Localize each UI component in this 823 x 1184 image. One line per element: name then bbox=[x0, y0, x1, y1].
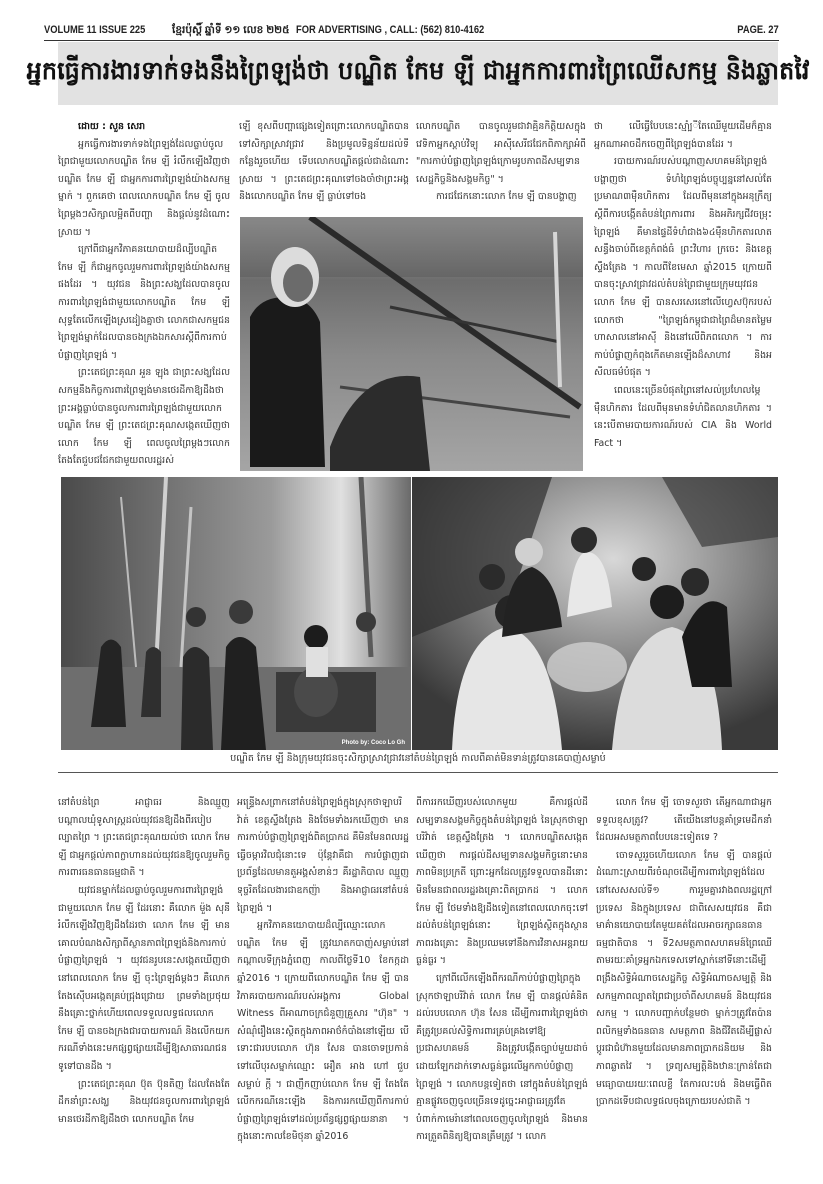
paragraph: អ្នកធ្វើការងារទាក់ទងព្រៃឡង់ដែលធ្លាប់ចូលព្រៃជាមួយលោកបណ្ឌិត កែម ឡី រំលឹកឡើងវិញថា បណ្ឌិត កែម ឡី ជាអ្នកការពារព្រៃឡង់យ៉ាងសកម្មម្នាក់ ។ ពួកគេថា ពេលលោកបណ្ឌិត កែម ឡី ចូលព្រៃម្តងៗសិក្សាលម្អិតពីបញ្ហា និងផ្តល់នូវដំណោះស្រាយ ។ bbox=[58, 138, 230, 238]
paragraph: ឡើ ខុសពីបញ្ហាផ្សេងទៀតព្រោះលោកបណ្ឌិតបានទៅសិក្សាស្រាវជ្រាវ និងប្រមូលទិន្នន័យដល់ទីកន្លែងរួចហើយ ទើបលោកបណ្ឌិតផ្តល់ជាដំណោះស្រាយ ។ ព្រះតេជព្រះគុណទៅចងចាំថាព្រះអង្គនិងលោកបណ្ឌិត កែម ឡី ធ្លាប់ទៅចង bbox=[239, 121, 409, 203]
page-number: PAGE. 27 bbox=[737, 24, 779, 36]
paragraph: ការជជែកនោះលោក កែម ឡី បានបង្ហាញ bbox=[436, 191, 577, 203]
paragraph: ព្រះតេជព្រះគុណ អួន ឡុង ជាព្រះសង្ឃដែលសកម្មនឹងកិច្ចការពារព្រៃឡង់មានថេរដីកាឱ្យដឹងថា ព្រះអង្គធ្លាប់បានចូលការពារព្រៃឡង់ជាមួយលោកបណ្ឌិត កែម ឡី ព្រះតេជព្រះគុណសង្កេតឃើញថា លោក កែម ឡី ពេលចូលព្រៃម្តងៗលោកតែងតែជួបជជែកជាមួយពលរដ្ឋរស់ bbox=[58, 367, 230, 467]
paragraph: អន្រ្ទើងសព្រាកនៅតំបន់ព្រៃឡង់ក្នុងស្រុកថាឡាបរិវ៉ាត់ ខេត្តស្ទឹងត្រែង និងថែមទាំងរកឃើញថា មានការកាប់បំផ្លាញព្រៃឡង់ពិតប្រាកដ គឺមិនមែនពលរដ្ឋធ្វើចម្ការវិលជុំនោះទេ ប៉ុន្តែវាគឺជា ការបំផ្លាញជាប្រព័ន្ធដែលមានតួអង្គសំខាន់ៗ គឺរដ្ឋាភិបាល ឈ្មួញទុច្ចរិតដែលងារជាឧកញ៉ា និងអាជ្ញាធរនៅតំបន់ព្រៃឡង់ ។ bbox=[237, 797, 409, 914]
column-top-3 bbox=[416, 118, 586, 214]
paragraph: ព្រះតេជព្រះគុណ ប៊ុត ប៊ុនតិញ ដែលតែងតែដឹកនាំព្រះសង្ឃ និងយុវជនចូលការពារព្រៃឡង់មានថេរដីកាឱ្យដឹងថា លោកបណ្ឌិត កែម bbox=[58, 1078, 230, 1125]
photo-clearcut-forest bbox=[240, 217, 583, 471]
column-bottom-3 bbox=[416, 794, 588, 1149]
column-bottom-2 bbox=[237, 794, 409, 1149]
column-bottom-1 bbox=[58, 794, 230, 1149]
masthead bbox=[44, 22, 779, 41]
advertising-contact: FOR ADVERTISING , CALL: (562) 810-4162 bbox=[296, 24, 485, 36]
headline-band bbox=[26, 42, 810, 105]
paragraph: ចោទសួររួចហើយលោក កែម ឡី បានផ្តល់ដំណោះស្រាយពីរចំណុចដើម្បីការពារព្រៃឡង់ដែលនៅសេសសល់ទី១ ការរួមគ្នារវាងពលរដ្ឋក្រៅប្រទេស និងក្នុងប្រទេស ជាពិសេសយុវជន គឺជាមាគ៌ានយោបាយតែមួយគត់ដែលអាចរក្សាធនធានធម្មជាតិបាន ។ ទី2សមត្ថភាពសហគមន៍ព្រៃឈើតាមរយៈគាំទ្រអ្នកឯកទេសទៅស្នាក់នៅទីនោះដើម្បីពង្រឹងសិទ្ធិអំណាចសេដ្ឋកិច្ច សិទ្ធិអំណាចសម្បត្តិ និងសកម្មភាពល្បាតព្រៃជាប្រចាំពីសហគមន៍ និងយុវជនសកម្ម ។ លោកបញ្ជាក់បន្ថែមថា ម្នាក់ៗត្រូវតែប៉ានពលិកម្មទាំងធនធាន សមត្ថភាព និងជីវិតដើម្បីផ្លាស់ប្តូរជាជំហ៊ានមួយដែលមានភាពប្រាកដនិយម និងភាពឆ្លាតវៃ ។ ទ្រព្យសម្បត្តិនិងឋានៈក្រាន់តែជាមធ្យោបាយរយៈពេលខ្លី តែការលះបង់ និងមធ្វើពិតប្រាកដទើបជាលទ្ធផលចុងក្រោយរបស់ជាតិ ។ bbox=[596, 849, 772, 1108]
paragraph: នៅតំបន់ព្រៃ អាជ្ញាធរ និងឈ្មួញបណ្តាលឃុំទូសាស្រ្តដល់យុវជនឱ្យដឹងពីរបៀបល្បាតព្រៃ ។ ព្រះតេជព្រះគុណយល់ថា លោក កែម ឡី ជាអ្នកផ្តល់ភាពក្លាហានដល់យុវជនឱ្យចូលរួមកិច្ចការពារធនធានធម្មជាតិ ។ bbox=[58, 797, 230, 879]
byline: ដោយ : សួន សេរា bbox=[78, 121, 146, 132]
paragraph: ពីការរកឃើញរបស់លោកមួយ គឺការផ្តល់ដីសម្បទានសង្គមកិច្ចក្នុងតំបន់ព្រៃឡង់ នៃស្រុកថាឡាបរិវ៉ាត់ ខេត្តស្ទឹងត្រែង ។ លោកបណ្ឌិតសង្កេតឃើញថា ការផ្តល់ដីសម្បទានសង្គមកិច្ចនោះមានភាពមិនប្រក្រតី ព្រោះអ្នកដែលត្រូវទទួលបានដីនោះមិនមែនជាពលរដ្ឋរងគ្រោះពិតប្រាកដ ។ លោក កែម ឡី ថែមទាំងឱ្យដឹងទៀតនៅពេលលោកចុះទៅដល់តំបន់ព្រៃឡង់នោះ ព្រៃឡង់ស្ថិតក្នុងស្ថានភាពរងគ្រោះ និងប្រឈមទៅនឹងការវិនាសអន្តរាយធ្ងន់ធ្ងរ ។ bbox=[416, 797, 588, 967]
paragraph: ក្រៅពីលើកឡើងពីករណីកាប់បំផ្លាញព្រៃក្នុងស្រុកថាឡាបរិវ៉ាត់ លោក កែម ឡី បានផ្តល់គំនិតដល់របបលោក ហ៊ុន សែន ដើម្បីការពារព្រៃឡង់ថា គឺត្រូវប្រគល់សិទ្ធិការពារគ្រប់គ្រងទៅឱ្យប្រជាសហគមន៍ និងត្រូវបង្កើតច្បាប់មួយដាច់ដោយឡែកដាក់ទោសធ្ងន់ធ្ងរលើអ្នកកាប់បំផ្លាញព្រៃឡង់ ។ លោកបន្តទៀតថា នៅក្នុងតំបន់ព្រៃឡង់គ្មានផ្លូវចេញចូលច្រើនទេដូច្នេះអាជ្ញាធរត្រូវតែបំពាក់កាមេរ៉ានៅពេលចេញចូលព្រៃឡង់ និងមានការត្រួតពិនិត្យឱ្យបានត្រឹមត្រូវ ។ លោក bbox=[416, 972, 588, 1143]
column-top-4 bbox=[594, 118, 772, 470]
column-bottom-4 bbox=[596, 794, 772, 1149]
paragraph: លោក កែម ឡី ចោទសួរថា តើអ្នកណាជាអ្នកទទួលខុសត្រូវ? តើយើងនៅបន្តគាំទ្រមេដឹកនាំដែលអសមត្ថភាពបែបនេះទៀតទេ ? bbox=[596, 797, 772, 844]
paragraph: យុវជនម្នាក់ដែលធ្លាប់ចូលរួមការពារព្រៃឡង់ជាមួយលោក កែម ឡី ដែរនោះ គឺលោក ម៉ួង សុនី រំលឹកឡើងវិញឱ្យដឹងដែរថា លោក កែម ឡី មានគោលបំណងសិក្សាពីស្ថានភាពព្រៃឡង់និងការកាប់បំផ្លាញព្រៃឡង់ ។ យុវជនរូបនេះសង្កេតឃើញថា នៅពេលលោក កែម ឡី ចុះព្រៃឡង់ម្តងៗ គឺលោកតែងស៊ើបអង្កេតគ្រប់ជ្រុងជ្រោយ ព្រមទាំងប្រថុយនឹងគ្រោះថ្នាក់ហើយពេលទទួលលទ្ធផលលោក កែម ឡី បានចងក្រងជារបាយការណ៍ និងលើកយកករណីទាំងនេះមកផ្សព្វផ្សាយដើម្បីឱ្យសាធារណជនទូទៅបានដឹង ។ bbox=[58, 884, 230, 1072]
column-top-2 bbox=[239, 118, 409, 214]
column-top-1 bbox=[58, 118, 230, 470]
volume-issue: VOLUME 11 ISSUE 225 bbox=[44, 24, 146, 36]
paragraph: ក្រៅពីជាអ្នកវិភាគនយោបាយដ៏ល្បីបណ្ឌិត កែម ឡី ក៏ជាអ្នកចូលរួមការពារព្រៃឡង់យ៉ាងសកម្មផងដែរ ។ យុវជន និងព្រះសង្ឃដែលបានចូលការពារព្រៃឡង់ជាមួយលោកបណ្ឌិត កែម ឡី សុទ្ធតែលើកឡើងស្រដៀងគ្នាថា លោកជាសកម្មជនព្រៃឡង់ម្នាក់ដែលបានចងក្រងឯកសារស្តីពីការកាប់បំផ្លាញព្រៃឡង់ ។ bbox=[58, 244, 230, 361]
khmer-issue-date: ខ្មែរប៉ុស្តិ៍ ឆ្នាំទី ១១ លេខ ២២៥ bbox=[172, 24, 290, 36]
article-headline: អ្នកធ្វើការងារទាក់ទងនឹងព្រៃឡង់ថា បណ្ឌិត កែម ឡី ជាអ្នកការពារព្រៃឈើសកម្ម និងឆ្លាតវៃ bbox=[26, 55, 810, 85]
paragraph: លោកបណ្ឌិត បានចូលរួមជាវាគ្មិនកិត្តិយសក្នុងវេទិកាអ្នកស្តាប់វិទ្យុ អាស៊ីសេរីជជែកពិភាក្សាអំពី "ការកាប់បំផ្លាញព្រៃឡង់ក្រោមរូបភាពដីសម្បទានសេដ្ឋកិច្ចនិងសង្គមកិច្ច" ។ bbox=[416, 121, 586, 185]
photo-caption: បណ្ឌិត កែម ឡី និងក្រុមយុវជនចុះសិក្សាស្រាវជ្រាវនៅតំបន់ព្រៃឡង់ កាលពីគាត់មិនទាន់ត្រូវបានគេបាញ់សម្លាប់ bbox=[58, 752, 778, 773]
paragraph: ថា លើធ្វើបែបនេះស្មាំ្បីតែឈើមួយដើមក៏គ្មានអ្នកណាអាចដឹកចេញពីព្រៃឡង់បានដែរ ។ bbox=[594, 121, 772, 150]
photo-credit: Photo by: Coco Lo Gh bbox=[341, 740, 405, 746]
paragraph: របាយការណ៍របស់បណ្តាញសហគមន៍ព្រៃឡង់បង្ហាញថា ទំហំព្រៃឡង់បច្ចុប្បន្ននៅសល់តែប្រមាណ៣ម៉ឺនហិកតារ ដែលពីមុននៅក្នុងអនុក្រឹត្យស្តីពីការបង្កើតតំបន់ព្រៃការពារ និងអភិរក្សជីវចម្រុះ ព្រៃឡង់ គឺមានផ្ទៃដីទំហំជាង៦៤ម៉ឺនហិកតារលាតសន្ធឹងចាប់ពីខេត្តកំពង់ធំ ព្រះវិហារ ក្រចេះ និងខេត្តស្ទឹងត្រែង ។ កាលពីខែមេសា ឆ្នាំ2015 ក្រោយពីបានចុះស្រាវជ្រាវដល់តំបន់ព្រៃជាមួយក្រុមយុវជនលោក កែម ឡី បានសរសេរនៅលើហ្វេសប៊ុករបស់លោកថា "ព្រៃឡង់កម្ពុជាជាព្រៃដ៏មានតម្លៃមហាសាលនៅអាស៊ី និងនៅលើពិភពលោក ។ ការកាប់បំផ្លាញកំពុងកើតមានឡើងដ៏សាហាវ និងអសីលធម៌បំផុត ។ bbox=[594, 156, 772, 379]
paragraph: អ្នកវិភាគនយោបាយដ៏ល្បីឈ្មោះលោក បណ្ឌិត កែម ឡី ត្រូវឃាតកបាញ់សម្លាប់នៅកណ្តាលទីក្រុងភ្នំពេញ កាលពីថ្ងៃទី10 ខែកក្កដា ឆ្នាំ2016 ។ ក្រោយពីលោកបណ្ឌិត កែម ឡី បានវិភាគរបាយការណ៍របស់អង្គការ Global Witness ពីអាណាចក្រជំនួញគ្រួសារ "ហ៊ុន" ។ សំណុំរឿងនេះស្ថិតក្នុងភាពអាថ៌កំបាំងនៅឡើយ បើទោះជារបបលោក ហ៊ុន សែន បានចោទប្រកាន់ទៅលើបុរសម្នាក់ឈ្មោះ អឿត អាង ហៅ ជួប សម្លាប់ ក្តី ។ ជាញឹកញាប់លោក កែម ឡី តែងតែលើកករណីនេះឡើង និងការរកឃើញពីការកាប់បំផ្លាញព្រៃឡង់ទៅដល់ប្រព័ន្ធផ្សព្វផ្សាយនានា ។ ក្នុងនោះកាលខែមិថុនា ឆ្នាំ2016 bbox=[237, 920, 409, 1143]
photo-forest-group-walking bbox=[61, 477, 411, 750]
photo-group-sitting-trail bbox=[412, 477, 778, 750]
paragraph: ពេលនេះច្រើនបំផុតព្រៃនៅសល់ប្រហែលម្ភៃម៉ឺនហិកតារ ដែលពីមុនមានទំហំជិតលានហិកតារ ។ នេះបើតាមរបាយការណ៍របស់ CIA និង World Fact ។ bbox=[594, 384, 772, 449]
